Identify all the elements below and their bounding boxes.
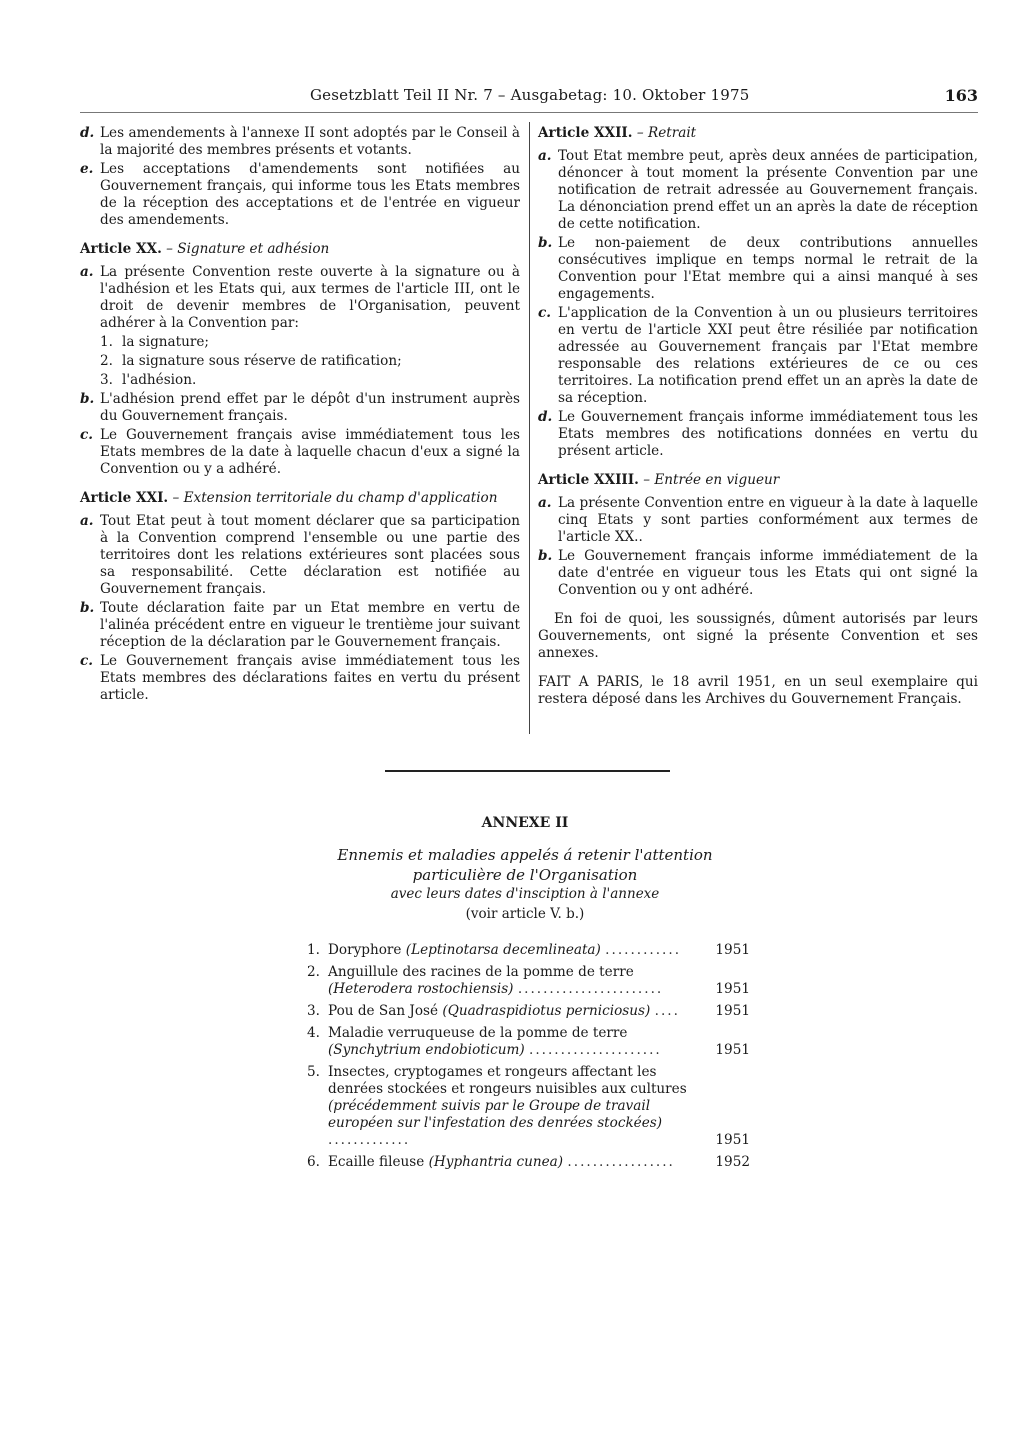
list-item [80,125,520,159]
annex-subtitle: Ennemis et maladies appelés á retenir l'attention [337,846,713,864]
article-number: Article XXII. [538,125,633,141]
item-letter: d. [80,125,95,141]
article-title: – Signature et adhésion [166,241,330,257]
leader-dots: ............. [328,1132,411,1148]
article-title: – Extension territoriale du champ d'application [172,490,498,506]
annex-item-name: Ecaille fileuse [328,1154,425,1170]
annex-item-description [328,1003,705,1020]
leader-dots: ..................... [529,1042,662,1058]
right-column [538,125,978,708]
closing-paragraph: En foi de quoi, les soussignés, dûment autorisés par leurs Gouvernements, ont signé la présente Convention et ses annexes. [538,611,978,661]
article-23-heading [538,472,978,489]
item-letter: a. [538,148,552,164]
list-item [80,264,520,332]
item-letter: c. [80,427,94,443]
annex-item-number: 6. [307,1154,320,1170]
item-letter: b. [80,600,95,616]
annex-item-number: 3. [307,1003,320,1019]
annex-item-name: Anguillule des racines de la pomme de terre [328,964,634,980]
leader-dots: .... [654,1003,680,1019]
annex-list-item [300,1025,750,1059]
annex-item-year: 1951 [715,1003,750,1019]
header-title: Gesetzblatt Teil II Nr. 7 – Ausgabetag: 10. Oktober 1975 [310,86,750,104]
annex-item-name: Maladie verruqueuse de la pomme de terre [328,1025,628,1041]
column-divider [529,122,530,734]
list-item [80,653,520,704]
sub-item-number: 3. [100,372,113,388]
annex-item-number: 1. [307,942,320,958]
page-number: 163 [944,86,978,105]
annex-list-item [300,1003,750,1020]
item-text: Le Gouvernement français avise immédiatement tous les Etats membres de la date à laquelle chacun d'eux a signé la Convention ou y a adhéré. [100,427,520,477]
item-text: Les amendements à l'annexe II sont adoptés par le Conseil à la majorité des membres présents et votants. [100,125,520,158]
annex-item-name: Insectes, cryptogames et rongeurs affectant les denrées stockées et rongeurs nuisibles aux cultures [328,1064,687,1097]
item-text: Tout Etat membre peut, après deux années de participation, dénoncer à tout moment la présente Convention par une notification de retrait adressée au Gouvernement français. La dénonciation prend effet un an après la date de réception de cette notification. [558,148,978,232]
annex-item-year: 1952 [715,1154,750,1170]
item-letter: a. [80,264,94,280]
item-text: Toute déclaration faite par un Etat membre en vertu de l'alinéa précédent entre en vigueur le trentième jour suivant réception de la déclaration par le Gouvernement français. [100,600,520,650]
annex-section [300,815,750,1176]
list-item [80,427,520,478]
leader-dots: ....................... [517,981,664,997]
left-column [80,125,520,706]
annex-item-number: 5. [307,1064,320,1080]
annex-item-description [328,942,705,959]
item-text: La présente Convention entre en vigueur à la date à laquelle cinq Etats y sont parties conformément aux termes de l'article XX.. [558,495,978,545]
list-item [538,148,978,233]
page-header [80,86,978,113]
signature-paragraph: FAIT A PARIS, le 18 avril 1951, en un seul exemplaire qui restera déposé dans les Archives du Gouvernement Français. [538,674,978,707]
annex-title: ANNEXE II [481,815,569,831]
sub-list-item [100,334,520,351]
list-item [80,600,520,651]
leader-dots: ................. [567,1154,675,1170]
annex-list [300,942,750,1171]
list-item [538,305,978,407]
sub-item-number: 1. [100,334,113,350]
sub-list-item [100,372,520,389]
item-text: L'adhésion prend effet par le dépôt d'un instrument auprès du Gouvernement français. [100,391,520,424]
annex-list-item [300,1064,750,1149]
annex-item-description [328,964,705,998]
leader-dots: ............ [605,942,682,958]
annex-item-scientific-name: (Synchytrium endobioticum) [328,1042,525,1058]
annex-item-year: 1951 [715,942,750,958]
article-21-heading [80,490,520,507]
item-letter: b. [538,548,553,564]
annex-subtitle: avec leurs dates d'insciption à l'annexe [390,886,660,902]
item-text: Tout Etat peut à tout moment déclarer que sa participation à la Convention comprend l'ensemble ou une partie des territoires dont les relations extérieures sont placées sous sa responsabilité. Cette déclaration est notifiée au Gouvernement français. [100,513,520,597]
item-letter: a. [538,495,552,511]
article-22-heading [538,125,978,142]
annex-item-scientific-name: (Heterodera rostochiensis) [328,981,514,997]
list-item [538,495,978,546]
annex-list-item [300,964,750,998]
annex-list-item [300,1154,750,1171]
list-item [80,513,520,598]
annex-list-item [300,942,750,959]
annex-item-year: 1951 [715,981,750,997]
sub-list-item [100,353,520,370]
article-number: Article XX. [80,241,162,257]
article-20-heading [80,241,520,258]
item-text: L'application de la Convention à un ou plusieurs territoires en vertu de l'article XXI peut être résiliée par notification adressée au Gouvernement français par l'Etat membre responsable des relations extérieures de ce ou ces territoires. La notification prend effet un an après la date de sa réception. [558,305,978,406]
list-item [538,235,978,303]
annex-item-year: 1951 [715,1042,750,1058]
annex-item-scientific-name: (Quadraspidiotus perniciosus) [442,1003,651,1019]
article-title: – Entrée en vigueur [643,472,780,488]
list-item [80,391,520,425]
article-title: – Retrait [636,125,697,141]
item-text: Le Gouvernement français informe immédiatement tous les Etats membres des notifications données en vertu du présent article. [558,409,978,459]
list-item [538,548,978,599]
article-number: Article XXI. [80,490,169,506]
item-letter: b. [538,235,553,251]
item-text: Le Gouvernement français avise immédiatement tous les Etats membres des déclarations faites en vertu du présent article. [100,653,520,703]
annex-subtitle: particulière de l'Organisation [412,866,638,884]
list-item [80,161,520,229]
item-text: Le Gouvernement français informe immédiatement de la date d'entrée en vigueur tous les Etats qui ont signé la Convention ou y ont adhéré. [558,548,978,598]
annex-item-name: Doryphore [328,942,402,958]
section-separator [385,770,670,772]
annex-item-number: 2. [307,964,320,980]
annex-item-scientific-name: (Leptinotarsa decemlineata) [405,942,601,958]
annex-item-description [328,1064,705,1149]
annex-item-year: 1951 [715,1132,750,1148]
item-letter: e. [80,161,94,177]
item-text: La présente Convention reste ouverte à la signature ou à l'adhésion et les Etats qui, aux termes de l'article III, ont le droit de devenir membres de l'Organisation, peuvent adhérer à la Convention par: [100,264,520,331]
sub-item-text: l'adhésion. [122,372,197,388]
sub-item-text: la signature sous réserve de ratification; [122,353,402,369]
annex-item-scientific-name: (Hyphantria cunea) [428,1154,564,1170]
annex-reference: (voir article V. b.) [465,906,585,922]
item-letter: b. [80,391,95,407]
annex-item-name: Pou de San José [328,1003,439,1019]
sub-item-number: 2. [100,353,113,369]
article-number: Article XXIII. [538,472,639,488]
item-letter: d. [538,409,553,425]
item-letter: a. [80,513,94,529]
annex-item-description [328,1025,705,1059]
sub-item-text: la signature; [122,334,209,350]
annex-item-scientific-name: (précédemment suivis par le Groupe de travail européen sur l'infestation des denrées stockées) [328,1098,663,1131]
item-text: Le non-paiement de deux contributions annuelles consécutives implique en temps normal le retrait de la Convention pour l'Etat membre qui a ainsi manqué à ses engagements. [558,235,978,302]
annex-item-description [328,1154,705,1171]
annex-item-number: 4. [307,1025,320,1041]
item-text: Les acceptations d'amendements sont notifiées au Gouvernement français, qui informe tous les Etats membres de la réception des acceptations et de l'entrée en vigueur des amendements. [100,161,520,228]
item-letter: c. [538,305,552,321]
item-letter: c. [80,653,94,669]
list-item [538,409,978,460]
